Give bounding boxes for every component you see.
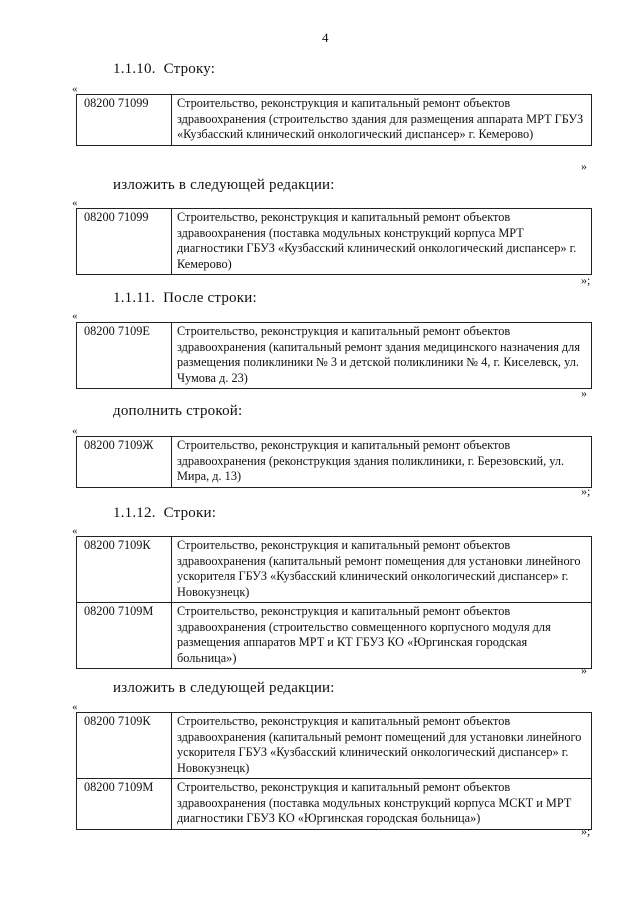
quote-close: »; (581, 484, 591, 498)
row-code: 08200 7109Е (77, 323, 172, 389)
budget-table (76, 436, 592, 488)
quote-close: » (581, 159, 587, 173)
table-row (77, 779, 592, 830)
row-code: 08200 7109К (77, 713, 172, 779)
section-number: 1.1.12. (113, 505, 156, 521)
budget-table (76, 208, 592, 275)
row-text: Строительство, реконструкция и капитальный ремонт объектов здравоохранения (капитальный ремонт здания медицинского назначения для размещения поликлиники № 3 и детской поликлиники № 4, г. Киселевск, ул. Чумова д. 23) (172, 323, 592, 389)
section-text: дополнить строкой: (113, 403, 243, 419)
budget-table (76, 712, 592, 830)
quote-open: « (72, 701, 78, 713)
section-heading (113, 290, 257, 307)
section-heading (113, 61, 215, 78)
row-text: Строительство, реконструкция и капитальный ремонт объектов здравоохранения (реконструкция здания поликлиники, г. Березовский, ул. Мира, д. 13) (172, 437, 592, 488)
section-heading (113, 403, 242, 420)
quote-open: « (72, 425, 78, 437)
quote-close: »; (581, 273, 591, 287)
budget-table (76, 94, 592, 146)
table-row (77, 323, 592, 389)
section-text: изложить в следующей редакции: (113, 177, 335, 193)
quote-close: »; (581, 824, 591, 838)
section-heading (113, 680, 335, 697)
quote-open: « (72, 310, 78, 322)
section-number: 1.1.10. (113, 61, 156, 77)
row-text: Строительство, реконструкция и капитальный ремонт объектов здравоохранения (строительство здания для размещения аппарата МРТ ГБУЗ «Кузбасский клинический онкологический диспансер» г. Кемерово) (172, 95, 592, 146)
row-code: 08200 71099 (77, 209, 172, 275)
row-code: 08200 7109Ж (77, 437, 172, 488)
section-number: 1.1.11. (113, 290, 156, 306)
section-text: изложить в следующей редакции: (113, 680, 335, 696)
row-code: 08200 7109К (77, 537, 172, 603)
row-code: 08200 71099 (77, 95, 172, 146)
row-text: Строительство, реконструкция и капитальный ремонт объектов здравоохранения (строительство совмещенного корпусного модуля для размещения аппаратов МРТ и КТ ГБУЗ КО «Юргинская городская больница») (172, 603, 592, 669)
table-row (77, 437, 592, 488)
budget-table (76, 536, 592, 669)
table-row (77, 537, 592, 603)
quote-open: « (72, 83, 78, 95)
table-row (77, 209, 592, 275)
table-row (77, 713, 592, 779)
row-code: 08200 7109М (77, 779, 172, 830)
page-number: 4 (322, 30, 329, 45)
quote-close: » (581, 663, 587, 677)
row-text: Строительство, реконструкция и капитальный ремонт объектов здравоохранения (капитальный ремонт помещений для установки линейного ускорителя ГБУЗ «Кузбасский клинический онкологический диспансер» г. Новокузнецк) (172, 713, 592, 779)
budget-table (76, 322, 592, 389)
section-heading (113, 505, 216, 522)
row-text: Строительство, реконструкция и капитальный ремонт объектов здравоохранения (капитальный ремонт помещения для установки линейного ускорителя ГБУЗ «Кузбасский клинический онкологический диспансер» г. Новокузнецк) (172, 537, 592, 603)
section-heading (113, 177, 335, 194)
row-text: Строительство, реконструкция и капитальный ремонт объектов здравоохранения (поставка модульных конструкций корпуса МСКТ и МРТ диагностики ГБУЗ КО «Юргинская городская больница») (172, 779, 592, 830)
quote-close: » (581, 386, 587, 400)
section-text: После строки: (163, 290, 257, 306)
quote-open: « (72, 197, 78, 209)
section-text: Строку: (163, 61, 216, 77)
table-row (77, 603, 592, 669)
section-text: Строки: (163, 505, 217, 521)
table-row (77, 95, 592, 146)
row-text: Строительство, реконструкция и капитальный ремонт объектов здравоохранения (поставка модульных конструкций корпуса МРТ диагностики ГБУЗ «Кузбасский клинический онкологический диспансер» г. Кемерово) (172, 209, 592, 275)
quote-open: « (72, 525, 78, 537)
row-code: 08200 7109М (77, 603, 172, 669)
